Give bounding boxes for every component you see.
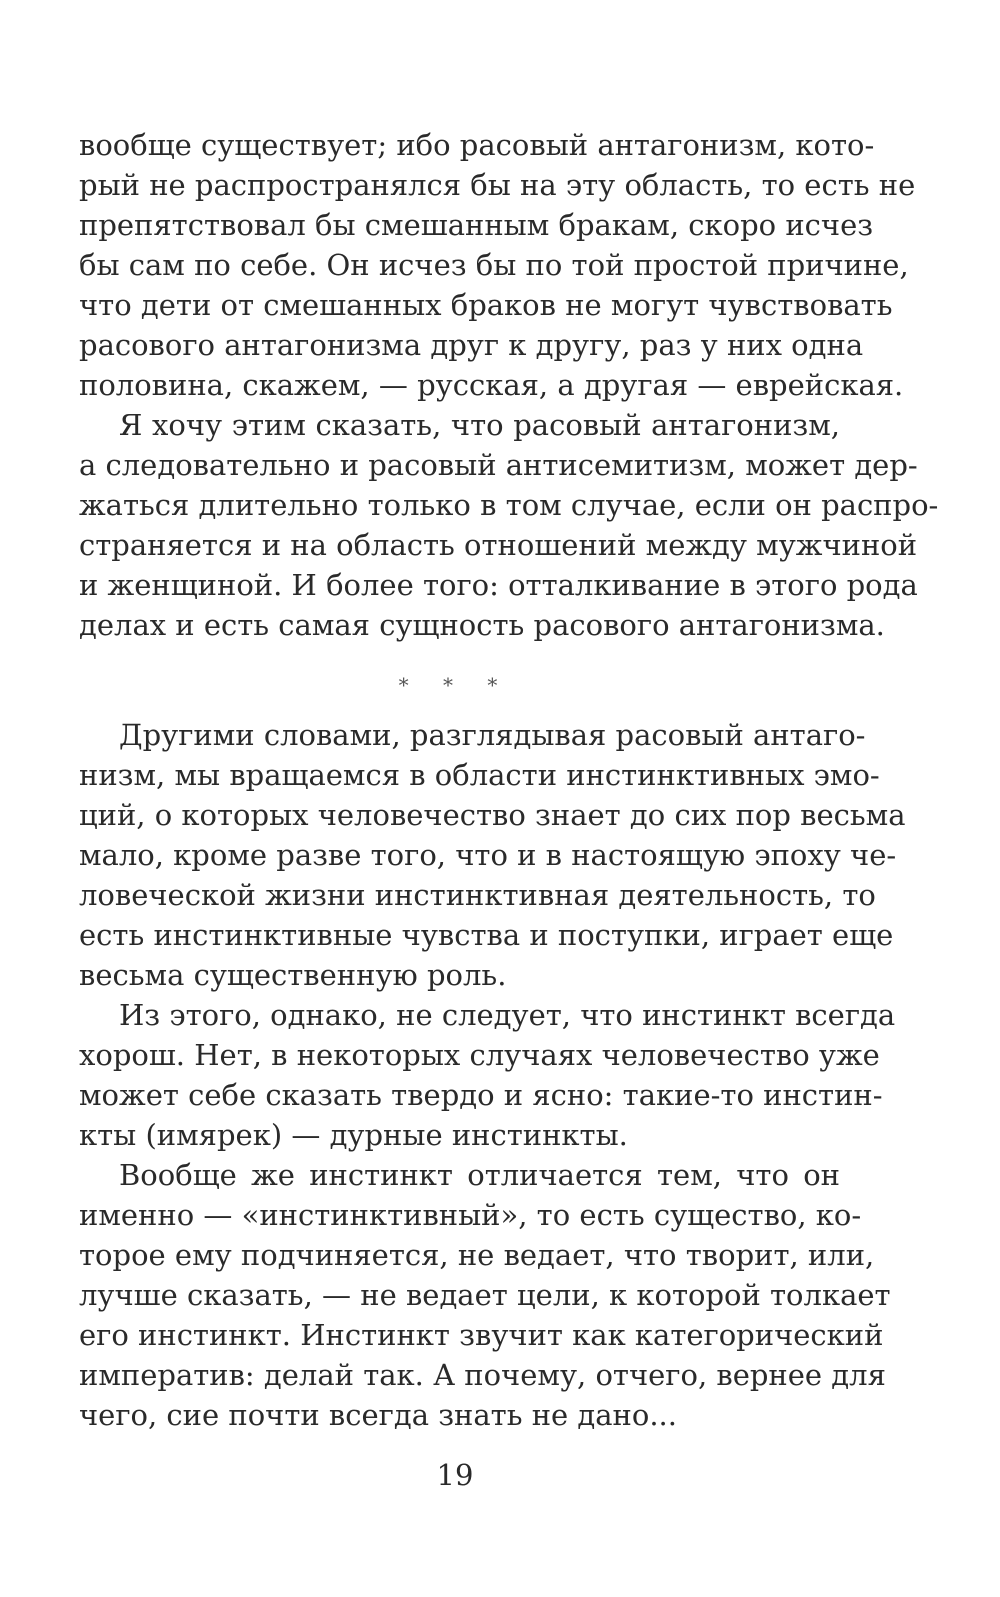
text-line: может себе сказать твердо и ясно: такие-то инстин- <box>79 1078 883 1112</box>
text-line: Другими словами, разглядывая расовый антаго- <box>119 718 866 752</box>
text-line: страняется и на область отношений между мужчиной <box>79 528 918 562</box>
text-line: весьма существенную роль. <box>79 958 507 992</box>
text-line: его инстинкт. Инстинкт звучит как категорический <box>79 1318 884 1352</box>
text-line: Вообще же инстинкт отличается тем, что он <box>119 1158 840 1192</box>
text-line: и женщиной. И более того: отталкивание в этого рода <box>79 568 918 602</box>
text-line: императив: делай так. А почему, отчего, вернее для <box>79 1358 886 1392</box>
text-line: торое ему подчиняется, не ведает, что творит, или, <box>79 1238 875 1272</box>
page-number: 19 <box>436 1458 474 1492</box>
text-line: делах и есть самая сущность расового антагонизма. <box>79 608 885 642</box>
text-line: ловеческой жизни инстинктивная деятельность, то <box>79 878 876 912</box>
text-line: расового антагонизма друг к другу, раз у них одна <box>79 328 864 362</box>
text-line: Из этого, однако, не следует, что инстинкт всегда <box>119 998 896 1032</box>
text-line: низм, мы вращаемся в области инстинктивных эмо- <box>79 758 880 792</box>
text-line: а следовательно и расовый антисемитизм, может дер- <box>79 448 918 482</box>
text-line: именно — «инстинктивный», то есть существо, ко- <box>79 1198 862 1232</box>
text-line: есть инстинктивные чувства и поступки, играет еще <box>79 918 894 952</box>
text-line: чего, сие почти всегда знать не дано... <box>79 1398 677 1432</box>
text-line: жаться длительно только в том случае, если он распро- <box>79 488 939 522</box>
text-line: ций, о которых человечество знает до сих пор весьма <box>79 798 906 832</box>
text-line: препятствовал бы смешанным бракам, скоро исчез <box>79 208 874 242</box>
text-line: мало, кроме разве того, что и в настоящую эпоху че- <box>79 838 897 872</box>
text-line: бы сам по себе. Он исчез бы по той простой причине, <box>79 248 909 282</box>
text-line: хорош. Нет, в некоторых случаях человечество уже <box>79 1038 880 1072</box>
text-line: кты (имярек) — дурные инстинкты. <box>79 1118 628 1152</box>
text-line: лучше сказать, — не ведает цели, к которой толкает <box>79 1278 891 1312</box>
text-line: половина, скажем, — русская, а другая — еврейская. <box>79 368 904 402</box>
section-separator: * * * <box>398 673 512 697</box>
text-line: что дети от смешанных браков не могут чувствовать <box>79 288 893 322</box>
text-line: рый не распространялся бы на эту область, то есть не <box>79 168 916 202</box>
text-line: Я хочу этим сказать, что расовый антагонизм, <box>119 408 840 442</box>
text-line: вообще существует; ибо расовый антагонизм, кото- <box>79 128 875 162</box>
